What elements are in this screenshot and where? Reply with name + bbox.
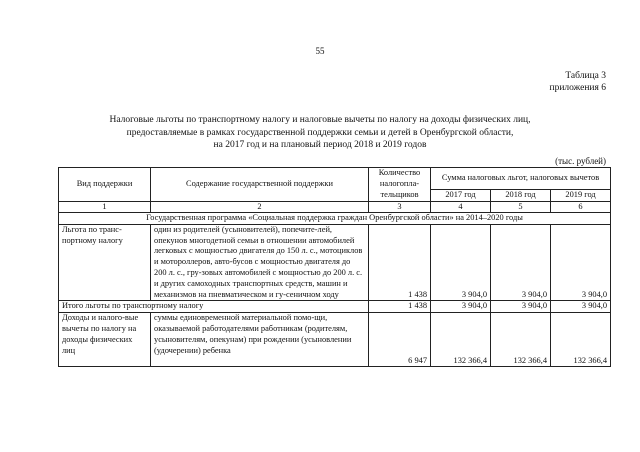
row-type: Доходы и налого-вые вычеты по налогу на доходы физических лиц (59, 313, 151, 367)
table-label-line1: Таблица 3 (565, 71, 606, 81)
page-number: 55 (315, 46, 325, 56)
index-cell: 2 (151, 202, 369, 213)
row-count: 6 947 (369, 313, 431, 367)
tax-benefits-table (58, 167, 611, 367)
total-row (59, 301, 611, 313)
title-line3: на 2017 год и на плановый период 2018 и 2019 годов (213, 140, 427, 150)
total-count: 1 438 (369, 301, 431, 313)
header-year-2018: 2018 год (491, 190, 551, 202)
row-value-2017: 3 904,0 (431, 224, 491, 301)
index-cell: 6 (551, 202, 611, 213)
row-value-2019: 132 366,4 (551, 313, 611, 367)
row-count: 1 438 (369, 224, 431, 301)
total-value-2019: 3 904,0 (551, 301, 611, 313)
index-cell: 5 (491, 202, 551, 213)
row-value-2018: 3 904,0 (491, 224, 551, 301)
total-value-2017: 3 904,0 (431, 301, 491, 313)
document-title (60, 114, 580, 152)
table-row (59, 224, 611, 301)
index-cell: 1 (59, 202, 151, 213)
table-label (550, 70, 607, 94)
total-value-2018: 3 904,0 (491, 301, 551, 313)
header-count: Количество налогопла-тельщиков (369, 168, 431, 202)
index-cell: 3 (369, 202, 431, 213)
header-sum: Сумма налоговых льгот, налоговых вычетов (431, 168, 611, 190)
total-label: Итого льготы по транспортному налогу (59, 301, 369, 313)
row-type: Льгота по транс-портному налогу (59, 224, 151, 301)
header-row (59, 168, 611, 190)
row-value-2019: 3 904,0 (551, 224, 611, 301)
index-cell: 4 (431, 202, 491, 213)
units-note: (тыс. рублей) (555, 156, 606, 166)
table-label-line2: приложения 6 (549, 83, 606, 93)
row-content: один из родителей (усыновителей), попечите-лей, опекунов многодетной семьи в отношении автомобилей легковых с мощностью двигателя до 150 л. с., мотоциклов и мотороллеров, авто-бусов с мощностью двигателя до 200 л. с., гру-зовых автомобилей с мощностью до 200 л. с. и других самоходных транспортных средств, машин и механизмов на пневматическом и гу-сеничном ходу (151, 224, 369, 301)
header-type: Вид поддержки (59, 168, 151, 202)
table-row (59, 313, 611, 367)
row-value-2017: 132 366,4 (431, 313, 491, 367)
title-line1: Налоговые льготы по транспортному налогу и налоговые вычеты по налогу на доходы физических лиц, (109, 115, 531, 125)
row-value-2018: 132 366,4 (491, 313, 551, 367)
program-title: Государственная программа «Социальная поддержка граждан Оренбургской области» на 2014–2020 годы (59, 213, 611, 225)
row-content: суммы единовременной материальной помо-щи, оказываемой работодателями работникам (родителям, усыновителям, опекунам) при рождении (усыновлении (удочерении) ребенка (151, 313, 369, 367)
index-row (59, 202, 611, 213)
program-row (59, 213, 611, 225)
header-content: Содержание государственной поддержки (151, 168, 369, 202)
header-year-2019: 2019 год (551, 190, 611, 202)
title-line2: предоставляемые в рамках государственной поддержки семьи и детей в Оренбургской области, (126, 127, 514, 138)
header-year-2017: 2017 год (431, 190, 491, 202)
